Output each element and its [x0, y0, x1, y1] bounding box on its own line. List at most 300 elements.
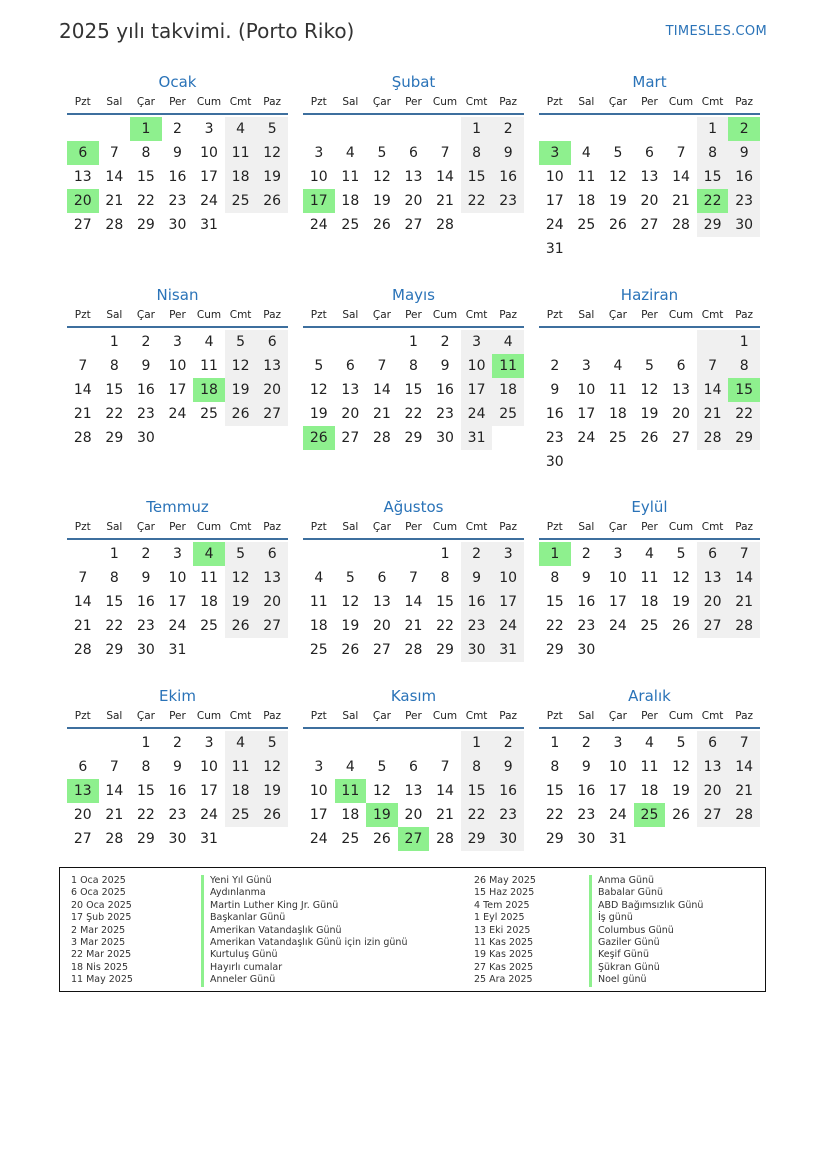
day-cell: 22: [436, 618, 454, 634]
day-cell: 4: [581, 145, 591, 161]
day-cell: 8: [141, 759, 151, 775]
legend-holiday-name: Keşif Günü: [589, 949, 703, 961]
day-cell: 24: [461, 402, 493, 426]
day-cell: 4: [645, 546, 654, 562]
day-cell: 4: [314, 570, 324, 586]
day-cell: 10: [200, 759, 218, 775]
page-title: 2025 yılı takvimi. (Porto Riko): [59, 19, 355, 43]
legend-date: 4 Tem 2025: [474, 899, 530, 911]
empty-cell: [303, 542, 335, 566]
day-cell: 18: [225, 165, 257, 189]
weekday-header: [67, 517, 288, 537]
day-cell: 28: [697, 426, 729, 450]
empty-cell: [602, 237, 634, 261]
day-cell: 20: [341, 406, 360, 422]
day-cell: 28: [105, 831, 124, 847]
empty-cell: [539, 330, 571, 354]
day-cell: 3: [314, 145, 324, 161]
day-cell: 21: [105, 193, 124, 209]
empty-cell: [335, 731, 367, 755]
day-cell: 25: [200, 406, 218, 422]
day-cell: 11: [640, 759, 659, 775]
day-cell: 6: [697, 542, 729, 566]
day-cell: 20: [372, 618, 391, 634]
day-cell: 19: [309, 406, 328, 422]
day-cell: 20: [697, 779, 729, 803]
day-cell: 16: [577, 594, 596, 610]
day-cell: 27: [404, 217, 423, 233]
day-cell: 16: [436, 382, 454, 398]
day-cell: 2: [581, 735, 591, 751]
day-cell: 18: [577, 193, 596, 209]
empty-cell: [303, 117, 335, 141]
day-cell: 12: [608, 169, 627, 185]
day-cell: 17: [200, 783, 218, 799]
legend-holiday-name: Şükran Günü: [589, 962, 703, 974]
day-cell: 13: [67, 779, 99, 803]
day-cell: 15: [728, 378, 760, 402]
day-cell: 1: [461, 731, 493, 755]
day-cell: 1: [461, 117, 493, 141]
weekday-label: Pzt: [546, 521, 563, 533]
day-cell: 22: [136, 807, 155, 823]
holiday-legend: [59, 867, 766, 992]
day-cell: 1: [440, 546, 450, 562]
legend-holiday-name: Anma Günü: [589, 875, 703, 887]
day-cell: 27: [640, 217, 659, 233]
day-cell: 23: [577, 618, 596, 634]
legend-names-left: [201, 875, 407, 987]
weekday-label: Paz: [263, 521, 282, 533]
empty-cell: [697, 638, 729, 662]
day-cell: 14: [436, 169, 454, 185]
day-cell: 20: [67, 189, 99, 213]
day-cell: 10: [309, 169, 328, 185]
weekday-label: Pzt: [546, 96, 563, 108]
empty-cell: [67, 731, 99, 755]
day-cell: 19: [366, 803, 398, 827]
day-cell: 25: [577, 217, 596, 233]
day-cell: 13: [697, 755, 729, 779]
day-cell: 21: [73, 406, 92, 422]
day-cell: 19: [256, 779, 288, 803]
day-cell: 25: [492, 402, 524, 426]
header-rule: [539, 727, 760, 729]
legend-date: 1 Oca 2025: [71, 875, 126, 886]
day-cell: 14: [73, 382, 92, 398]
day-cell: 3: [492, 542, 524, 566]
empty-cell: [335, 542, 367, 566]
month-block: [539, 497, 760, 662]
day-cell: 29: [461, 827, 493, 851]
weekday-label: Pzt: [310, 521, 327, 533]
day-cell: 17: [168, 382, 187, 398]
legend-names-right: [589, 875, 703, 987]
header-rule: [539, 538, 760, 540]
empty-cell: [67, 542, 99, 566]
day-cell: 21: [436, 193, 454, 209]
empty-cell: [697, 330, 729, 354]
weekday-label: Çar: [608, 309, 627, 321]
day-cell: 27: [372, 642, 391, 658]
empty-cell: [665, 638, 697, 662]
day-cell: 8: [461, 141, 493, 165]
day-cell: 29: [105, 642, 124, 658]
day-cell: 5: [377, 759, 387, 775]
day-cell: 21: [436, 807, 454, 823]
day-cell: 8: [728, 354, 760, 378]
empty-cell: [602, 330, 634, 354]
day-cell: 16: [136, 382, 155, 398]
empty-cell: [728, 638, 760, 662]
day-cell: 8: [440, 570, 450, 586]
day-cell: 23: [136, 618, 155, 634]
day-cell: 4: [193, 542, 225, 566]
day-cell: 8: [697, 141, 729, 165]
weekday-label: Sal: [106, 96, 123, 108]
weekday-label: Cmt: [465, 309, 488, 321]
empty-cell: [256, 213, 288, 237]
day-cell: 30: [136, 642, 155, 658]
day-cell: 30: [545, 454, 564, 470]
day-cell: 30: [492, 827, 524, 851]
day-cell: 23: [577, 807, 596, 823]
day-cell: 18: [193, 378, 225, 402]
day-cell: 7: [78, 570, 88, 586]
day-cell: 26: [608, 217, 627, 233]
empty-cell: [539, 117, 571, 141]
empty-cell: [602, 450, 634, 474]
day-cell: 17: [461, 378, 493, 402]
day-cell: 27: [73, 831, 92, 847]
day-cell: 30: [168, 217, 187, 233]
day-cell: 27: [256, 614, 288, 638]
day-grid: [67, 330, 288, 450]
day-cell: 24: [168, 618, 187, 634]
month-block: [67, 686, 288, 851]
weekday-label: Çar: [608, 710, 627, 722]
month-name: Haziran: [620, 286, 679, 304]
day-cell: 25: [608, 430, 627, 446]
weekday-label: Sal: [342, 309, 359, 321]
weekday-label: Çar: [136, 96, 155, 108]
day-cell: 25: [200, 618, 218, 634]
day-cell: 7: [676, 145, 686, 161]
month-name: Kasım: [390, 687, 437, 705]
day-cell: 15: [461, 165, 493, 189]
weekday-header: [67, 706, 288, 726]
empty-cell: [728, 827, 760, 851]
day-cell: 13: [372, 594, 391, 610]
weekday-label: Cmt: [229, 710, 252, 722]
day-cell: 10: [309, 783, 328, 799]
day-cell: 9: [461, 566, 493, 590]
day-cell: 15: [136, 169, 155, 185]
empty-cell: [571, 450, 603, 474]
day-cell: 19: [225, 590, 257, 614]
day-cell: 5: [256, 117, 288, 141]
day-grid: [67, 542, 288, 662]
legend-holiday-name: Amerikan Vatandaşlık Günü: [201, 925, 407, 937]
day-cell: 19: [640, 406, 659, 422]
weekday-label: Cmt: [229, 96, 252, 108]
day-cell: 28: [372, 430, 391, 446]
day-cell: 27: [697, 614, 729, 638]
legend-date: 19 Kas 2025: [474, 949, 534, 961]
day-cell: 20: [697, 590, 729, 614]
empty-cell: [398, 542, 430, 566]
day-cell: 31: [545, 241, 564, 257]
weekday-label: Çar: [608, 521, 627, 533]
weekday-header: [303, 92, 524, 112]
day-cell: 31: [492, 638, 524, 662]
day-cell: 28: [672, 217, 690, 233]
empty-cell: [602, 117, 634, 141]
day-cell: 12: [372, 783, 391, 799]
weekday-label: Per: [405, 309, 422, 321]
day-cell: 24: [200, 807, 218, 823]
weekday-label: Cmt: [229, 521, 252, 533]
day-cell: 18: [225, 779, 257, 803]
day-cell: 10: [492, 566, 524, 590]
day-cell: 5: [645, 358, 654, 374]
day-cell: 11: [335, 779, 367, 803]
day-cell: 19: [672, 594, 690, 610]
day-cell: 11: [200, 358, 218, 374]
day-cell: 14: [728, 755, 760, 779]
legend-holiday-name: Gaziler Günü: [589, 937, 703, 949]
day-cell: 5: [613, 145, 623, 161]
day-cell: 16: [492, 779, 524, 803]
weekday-label: Sal: [578, 309, 595, 321]
day-cell: 6: [256, 330, 288, 354]
day-cell: 17: [608, 594, 627, 610]
day-cell: 1: [141, 735, 151, 751]
day-cell: 18: [608, 406, 627, 422]
month-name: Mayıs: [392, 286, 435, 304]
day-cell: 20: [256, 590, 288, 614]
day-cell: 29: [404, 430, 423, 446]
day-cell: 17: [577, 406, 596, 422]
weekday-label: Paz: [499, 96, 518, 108]
day-cell: 13: [73, 169, 92, 185]
empty-cell: [366, 117, 398, 141]
weekday-label: Cmt: [701, 710, 724, 722]
day-cell: 10: [200, 145, 218, 161]
day-cell: 25: [341, 217, 360, 233]
weekday-label: Per: [405, 521, 422, 533]
day-cell: 20: [256, 378, 288, 402]
legend-date: 25 Ara 2025: [474, 974, 533, 986]
header-rule: [539, 113, 760, 115]
day-cell: 5: [225, 542, 257, 566]
weekday-label: Pzt: [74, 521, 91, 533]
day-cell: 17: [309, 807, 328, 823]
day-cell: 4: [204, 334, 214, 350]
day-cell: 18: [492, 378, 524, 402]
day-cell: 24: [168, 406, 187, 422]
day-cell: 11: [608, 382, 627, 398]
weekday-label: Cmt: [701, 309, 724, 321]
day-cell: 11: [309, 594, 328, 610]
empty-cell: [697, 237, 729, 261]
day-cell: 12: [672, 759, 690, 775]
day-cell: 4: [345, 759, 355, 775]
day-cell: 11: [200, 570, 218, 586]
day-cell: 7: [697, 354, 729, 378]
day-cell: 13: [256, 566, 288, 590]
weekday-label: Cum: [668, 710, 694, 722]
day-cell: 16: [168, 783, 187, 799]
month-name: Mart: [632, 73, 667, 91]
empty-cell: [571, 237, 603, 261]
day-cell: 2: [550, 358, 560, 374]
weekday-label: Cmt: [701, 96, 724, 108]
day-cell: 19: [256, 165, 288, 189]
weekday-label: Çar: [372, 710, 391, 722]
month-block: [303, 497, 524, 662]
day-cell: 12: [309, 382, 328, 398]
day-cell: 4: [492, 330, 524, 354]
day-cell: 17: [200, 169, 218, 185]
day-cell: 28: [404, 642, 423, 658]
empty-cell: [366, 330, 398, 354]
weekday-header: [303, 517, 524, 537]
empty-cell: [571, 330, 603, 354]
day-cell: 6: [377, 570, 387, 586]
empty-cell: [461, 213, 493, 237]
weekday-label: Pzt: [546, 309, 563, 321]
empty-cell: [665, 237, 697, 261]
weekday-label: Paz: [735, 96, 754, 108]
day-cell: 18: [200, 594, 218, 610]
day-cell: 6: [345, 358, 355, 374]
weekday-label: Paz: [735, 309, 754, 321]
day-cell: 9: [440, 358, 450, 374]
day-cell: 14: [436, 783, 454, 799]
day-cell: 26: [225, 614, 257, 638]
day-cell: 25: [634, 803, 666, 827]
legend-date: 3 Mar 2025: [71, 936, 126, 948]
day-cell: 15: [545, 594, 564, 610]
day-grid: [303, 117, 524, 237]
day-cell: 14: [697, 378, 729, 402]
weekday-label: Pzt: [546, 710, 563, 722]
day-cell: 28: [73, 642, 92, 658]
weekday-label: Per: [169, 96, 186, 108]
day-cell: 1: [697, 117, 729, 141]
day-cell: 17: [492, 590, 524, 614]
day-cell: 24: [309, 217, 328, 233]
day-cell: 23: [728, 189, 760, 213]
empty-cell: [256, 426, 288, 450]
header-rule: [67, 727, 288, 729]
weekday-label: Cmt: [229, 309, 252, 321]
day-cell: 13: [672, 382, 690, 398]
day-cell: 15: [105, 382, 124, 398]
weekday-header: [303, 305, 524, 325]
day-cell: 12: [372, 169, 391, 185]
site-link[interactable]: TIMESLES.COM: [665, 24, 767, 39]
day-cell: 9: [492, 141, 524, 165]
legend-holiday-name: Babalar Günü: [589, 887, 703, 899]
day-cell: 8: [109, 358, 119, 374]
day-cell: 8: [461, 755, 493, 779]
day-grid: [539, 117, 760, 261]
empty-cell: [193, 426, 225, 450]
day-grid: [67, 117, 288, 237]
day-cell: 5: [314, 358, 324, 374]
weekday-label: Cum: [668, 96, 694, 108]
empty-cell: [665, 450, 697, 474]
day-cell: 23: [545, 430, 564, 446]
day-cell: 1: [550, 735, 560, 751]
empty-cell: [634, 638, 666, 662]
weekday-label: Sal: [342, 96, 359, 108]
day-cell: 20: [404, 807, 423, 823]
day-cell: 30: [436, 430, 454, 446]
header-rule: [303, 727, 524, 729]
empty-cell: [67, 117, 99, 141]
day-cell: 13: [256, 354, 288, 378]
empty-cell: [492, 426, 524, 450]
day-cell: 16: [168, 169, 187, 185]
day-cell: 18: [640, 783, 659, 799]
empty-cell: [162, 426, 194, 450]
weekday-label: Per: [405, 96, 422, 108]
day-cell: 16: [492, 165, 524, 189]
month-name: Aralık: [628, 687, 671, 705]
day-cell: 20: [672, 406, 690, 422]
legend-holiday-name: Martin Luther King Jr. Günü: [201, 900, 407, 912]
day-cell: 6: [409, 759, 418, 775]
month-block: [67, 497, 288, 662]
day-cell: 7: [728, 731, 760, 755]
header-rule: [303, 538, 524, 540]
empty-cell: [634, 330, 666, 354]
weekday-label: Cum: [196, 710, 222, 722]
day-cell: 7: [109, 145, 119, 161]
weekday-label: Pzt: [310, 96, 327, 108]
legend-holiday-name: Kurtuluş Günü: [201, 949, 407, 961]
weekday-label: Per: [641, 521, 658, 533]
weekday-label: Cum: [196, 96, 222, 108]
day-cell: 10: [168, 570, 187, 586]
day-cell: 3: [539, 141, 571, 165]
day-cell: 1: [109, 546, 119, 562]
weekday-label: Pzt: [74, 309, 91, 321]
day-cell: 24: [309, 831, 328, 847]
day-cell: 25: [640, 618, 659, 634]
day-cell: 25: [309, 642, 328, 658]
day-cell: 9: [141, 358, 151, 374]
day-cell: 26: [341, 642, 360, 658]
day-cell: 14: [404, 594, 423, 610]
month-name: Ağustos: [383, 498, 444, 516]
day-cell: 22: [404, 406, 423, 422]
day-cell: 15: [404, 382, 423, 398]
day-cell: 23: [436, 406, 454, 422]
day-cell: 23: [168, 193, 187, 209]
day-cell: 3: [314, 759, 324, 775]
day-cell: 18: [640, 594, 659, 610]
day-cell: 11: [640, 570, 659, 586]
legend-date: 18 Nis 2025: [71, 961, 128, 973]
day-cell: 25: [225, 189, 257, 213]
legend-date: 6 Oca 2025: [71, 887, 126, 899]
weekday-label: Cum: [432, 309, 458, 321]
empty-cell: [634, 450, 666, 474]
